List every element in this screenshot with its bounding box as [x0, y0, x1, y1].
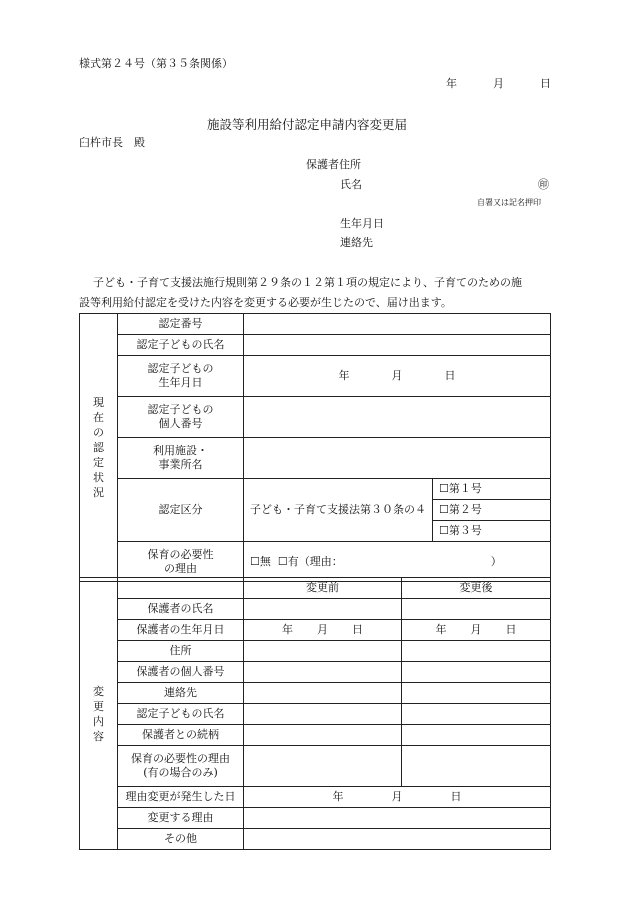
- contact-label: 連絡先: [340, 236, 373, 249]
- reason-label: 変更する理由: [118, 808, 244, 829]
- current-status-table: [79, 313, 551, 582]
- addressee: 臼杵市長 殿: [79, 136, 145, 149]
- date-occurred-field[interactable]: 年 月 日: [244, 787, 551, 808]
- body-text-line1: 子ども・子育て支援法施行規則第２９条の１２第１項の規定により、子育てのための施: [93, 276, 522, 289]
- document-title: 施設等利用給付認定申請内容変更届: [207, 117, 408, 132]
- relation-label: 保護者との続柄: [118, 725, 244, 746]
- child-id-label: 認定子どもの 個人番号: [118, 397, 244, 438]
- address-after[interactable]: [402, 641, 551, 662]
- necessity-yes-checkbox[interactable]: ☐有（理由：: [277, 554, 343, 568]
- child-name-label: 認定子どもの氏名: [118, 335, 244, 356]
- guardian-birth-label: 保護者の生年月日: [118, 620, 244, 641]
- necessity-after[interactable]: [402, 746, 551, 787]
- change-contents-table: [79, 577, 551, 850]
- contact-after[interactable]: [402, 683, 551, 704]
- date-year-label: 年: [446, 77, 457, 90]
- after-header: 変更後: [402, 578, 551, 599]
- cert-number-field[interactable]: [244, 314, 551, 335]
- necessity-close-paren: ）: [490, 554, 502, 568]
- address-label: 住所: [118, 641, 244, 662]
- necessity-none-checkbox[interactable]: ☐無: [250, 554, 271, 568]
- child-name-field[interactable]: [244, 335, 551, 356]
- contact-row-label: 連絡先: [118, 683, 244, 704]
- reason-field[interactable]: [244, 808, 551, 829]
- category-option-1[interactable]: ☐第１号: [433, 479, 551, 500]
- change-header-blank: [118, 578, 244, 599]
- child-id-field[interactable]: [244, 397, 551, 438]
- necessity-field[interactable]: [244, 542, 551, 582]
- name-label: 氏名: [340, 178, 362, 191]
- child-birth-field[interactable]: 年 月 日: [244, 356, 551, 397]
- date-month-label: 月: [493, 77, 504, 90]
- birthdate-label: 生年月日: [340, 217, 384, 230]
- relation-before[interactable]: [244, 725, 402, 746]
- necessity-label: 保育の必要性 の理由: [118, 542, 244, 582]
- necessity-change-label: 保育の必要性の理由 (有の場合のみ): [118, 746, 244, 787]
- change-contents-side-label: 変 更 内 容: [80, 578, 118, 850]
- guardian-id-after[interactable]: [402, 662, 551, 683]
- guardian-name-label: 保護者の氏名: [118, 599, 244, 620]
- child-name-after[interactable]: [402, 704, 551, 725]
- form-number: 様式第２４号（第３５条関係）: [79, 57, 233, 70]
- category-label: 認定区分: [118, 479, 244, 542]
- category-option-2[interactable]: ☐第２号: [433, 500, 551, 521]
- guardian-birth-after[interactable]: 年 月 日: [402, 620, 551, 641]
- date-day-label: 日: [540, 77, 551, 90]
- contact-before[interactable]: [244, 683, 402, 704]
- guardian-name-after[interactable]: [402, 599, 551, 620]
- date-occurred-label: 理由変更が発生した日: [118, 787, 244, 808]
- cert-number-label: 認定番号: [118, 314, 244, 335]
- address-before[interactable]: [244, 641, 402, 662]
- other-field[interactable]: [244, 829, 551, 850]
- category-option-3[interactable]: ☐第３号: [433, 521, 551, 542]
- necessity-before[interactable]: [244, 746, 402, 787]
- before-header: 変更前: [244, 578, 402, 599]
- guardian-name-before[interactable]: [244, 599, 402, 620]
- seal-mark-icon: ㊞: [538, 178, 549, 191]
- facility-label: 利用施設・ 事業所名: [118, 438, 244, 479]
- child-birth-label: 認定子どもの 生年月日: [118, 356, 244, 397]
- category-value: 子ども・子育て支援法第３０条の４: [244, 479, 433, 542]
- guardian-birth-before[interactable]: 年 月 日: [244, 620, 402, 641]
- other-label: その他: [118, 829, 244, 850]
- guardian-address-label: 保護者住所: [306, 158, 361, 171]
- guardian-id-before[interactable]: [244, 662, 402, 683]
- child-name-change-label: 認定子どもの氏名: [118, 704, 244, 725]
- child-name-before[interactable]: [244, 704, 402, 725]
- guardian-id-label: 保護者の個人番号: [118, 662, 244, 683]
- relation-after[interactable]: [402, 725, 551, 746]
- facility-field[interactable]: [244, 438, 551, 479]
- body-text-line2: 設等利用給付認定を受けた内容を変更する必要が生じたので、届け出ます。: [79, 296, 452, 309]
- current-status-side-label: 現 在 の 認 定 状 況: [80, 314, 118, 582]
- seal-note: 自署又は記名押印: [477, 198, 541, 207]
